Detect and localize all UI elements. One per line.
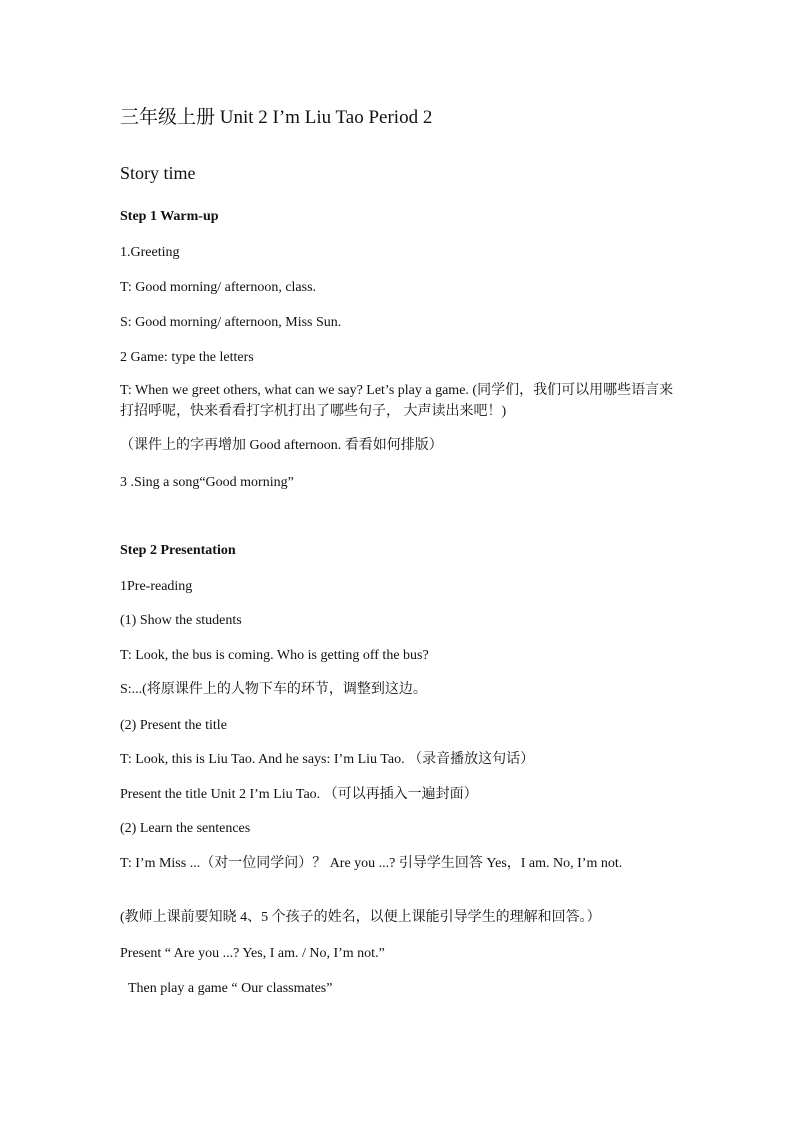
step2-line: (2) Learn the sentences xyxy=(120,821,251,836)
step1-line: S: Good morning/ afternoon, Miss Sun. xyxy=(120,315,342,330)
step2-paragraph: T: I’m Miss ...（对一位同学问）？ Are you ...? 引导学生回答 Yes，I am. No, I’m not. xyxy=(120,856,623,871)
step1-heading: Step 1 Warm-up xyxy=(120,209,219,224)
step2-line: 1Pre-reading xyxy=(120,579,193,594)
step2-line: S:...(将原课件上的人物下车的环节，调整到这边。 xyxy=(120,682,427,697)
step2-line: (教师上课前要知晓 4、5 个孩子的姓名，以便上课能引导学生的理解和回答。） xyxy=(120,910,601,925)
step2-line: T: Look, this is Liu Tao. And he says: I’m Liu Tao. （录音播放这句话） xyxy=(120,752,535,767)
step2-line: (2) Present the title xyxy=(120,718,227,733)
step2-line: Then play a game “ Our classmates” xyxy=(128,981,333,996)
step2-heading: Step 2 Presentation xyxy=(120,543,236,558)
step1-paragraph: T: When we greet others, what can we say? Let’s play a game. (同学们，我们可以用哪些语言来打招呼呢，快来看看打字机打出了哪些句子， 大声读出来吧！) xyxy=(120,383,674,419)
section-subtitle: Story time xyxy=(120,163,196,183)
step2-line: Present “ Are you ...? Yes, I am. / No, I’m not.” xyxy=(120,946,385,961)
step1-line: 1.Greeting xyxy=(120,245,180,260)
step1-line: 2 Game: type the letters xyxy=(120,350,254,365)
document-title: 三年级上册 Unit 2 I’m Liu Tao Period 2 xyxy=(120,107,433,128)
step1-line: T: Good morning/ afternoon, class. xyxy=(120,280,317,295)
step2-line: Present the title Unit 2 I’m Liu Tao. （可以再插入一遍封面） xyxy=(120,787,478,802)
step1-line: 3 .Sing a song“Good morning” xyxy=(120,475,294,490)
step1-line: （课件上的字再增加 Good afternoon. 看看如何排版） xyxy=(120,438,443,453)
step2-line: (1) Show the students xyxy=(120,613,242,628)
step2-line: T: Look, the bus is coming. Who is getting off the bus? xyxy=(120,648,429,663)
